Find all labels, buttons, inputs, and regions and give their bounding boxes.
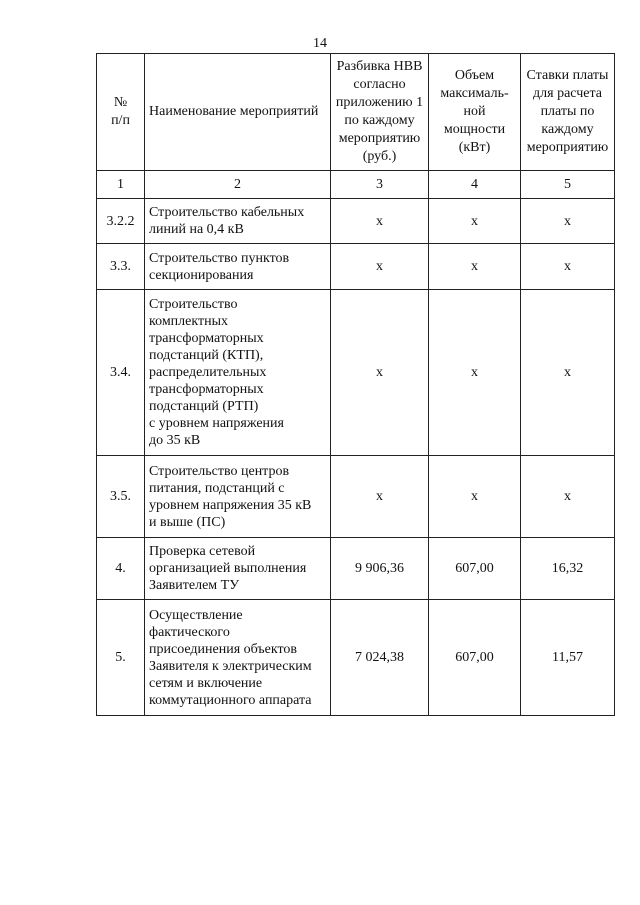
row-power-value: 607,00: [429, 600, 521, 716]
row-nvv-value: 7 024,38: [331, 600, 429, 716]
row-number: 3.3.: [97, 244, 145, 290]
row-power-value: x: [429, 199, 521, 244]
row-power-value: x: [429, 290, 521, 456]
row-rate-value: 11,57: [521, 600, 615, 716]
row-number: 3.5.: [97, 456, 145, 538]
row-nvv-value: x: [331, 244, 429, 290]
row-power-value: x: [429, 456, 521, 538]
page-number: 14: [313, 36, 327, 51]
column-number: 4: [429, 171, 521, 199]
row-rate-value: x: [521, 290, 615, 456]
header-measure-name: Наименование мероприятий: [145, 54, 331, 171]
row-rate-value: x: [521, 199, 615, 244]
row-measure-name: Осуществление фактического присоединения объектов Заявителя к электрическим сетям и включение коммутационного аппарата: [145, 600, 331, 716]
header-max-power: Объем максималь- ной мощности (кВт): [429, 54, 521, 171]
table-row: [97, 244, 615, 290]
tariff-table: [96, 53, 615, 716]
row-nvv-value: x: [331, 199, 429, 244]
row-nvv-value: 9 906,36: [331, 538, 429, 600]
column-number: 5: [521, 171, 615, 199]
row-number: 3.4.: [97, 290, 145, 456]
header-rate: Ставки платы для расчета платы по каждому мероприятию: [521, 54, 615, 171]
row-number: 3.2.2: [97, 199, 145, 244]
table-header-row: [97, 54, 615, 171]
column-number: 1: [97, 171, 145, 199]
header-number: № п/п: [97, 54, 145, 171]
column-number: 2: [145, 171, 331, 199]
table-row: [97, 600, 615, 716]
header-nvv-breakdown: Разбивка НВВ согласно приложению 1 по каждому мероприятию (руб.): [331, 54, 429, 171]
column-number: 3: [331, 171, 429, 199]
row-power-value: 607,00: [429, 538, 521, 600]
row-nvv-value: x: [331, 290, 429, 456]
row-rate-value: x: [521, 244, 615, 290]
table-row: [97, 290, 615, 456]
table-row: [97, 538, 615, 600]
row-number: 4.: [97, 538, 145, 600]
row-rate-value: x: [521, 456, 615, 538]
row-measure-name: Строительство пунктов секционирования: [145, 244, 331, 290]
row-measure-name: Проверка сетевой организацией выполнения Заявителем ТУ: [145, 538, 331, 600]
row-rate-value: 16,32: [521, 538, 615, 600]
row-power-value: x: [429, 244, 521, 290]
row-nvv-value: x: [331, 456, 429, 538]
row-number: 5.: [97, 600, 145, 716]
column-number-row: [97, 171, 615, 199]
table-row: [97, 456, 615, 538]
row-measure-name: Строительство центров питания, подстанций с уровнем напряжения 35 кВ и выше (ПС): [145, 456, 331, 538]
row-measure-name: Строительство кабельных линий на 0,4 кВ: [145, 199, 331, 244]
table-row: [97, 199, 615, 244]
row-measure-name: Строительство комплектных трансформаторных подстанций (КТП), распределительных трансформаторных подстанций (РТП) с уровнем напряжения до 35 кВ: [145, 290, 331, 456]
